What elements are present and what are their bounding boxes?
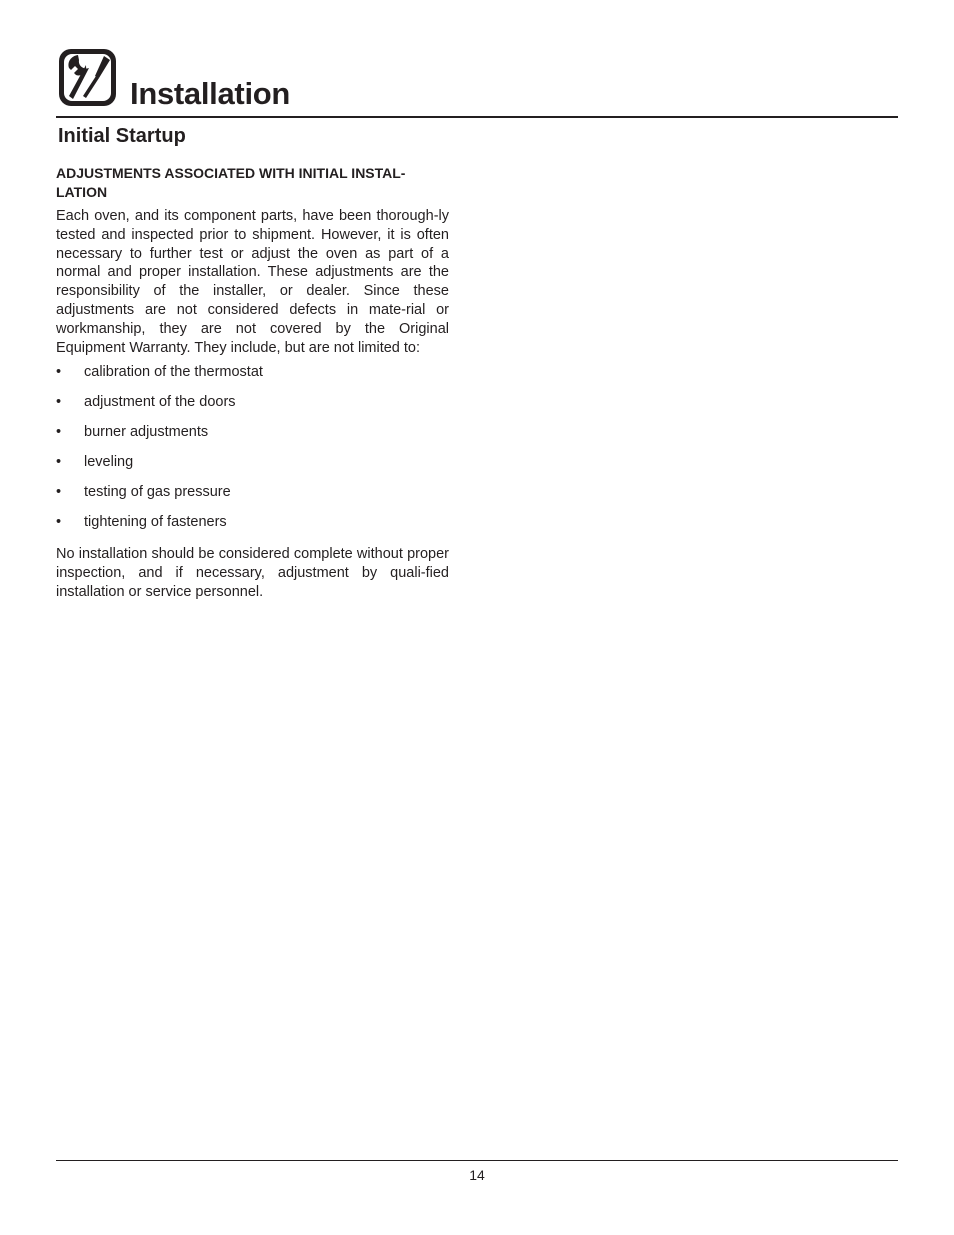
subheading: ADJUSTMENTS ASSOCIATED WITH INITIAL INSTAL- LATION	[56, 165, 406, 200]
footer-rule	[56, 1160, 898, 1161]
list-item: • testing of gas pressure	[56, 484, 231, 501]
content-column	[56, 164, 449, 602]
intro-paragraph: Each oven, and its component parts, have been thorough-ly tested and inspected prior to shipment. However, it is often necessary to further test or adjust the oven as part of a normal and proper installation. These adjustments are the responsibility of the installer, or dealer. Since these adjustments are not considered defects in mate-rial or workmanship, they are not covered by the Original Equipment Warranty. They include, but are not limited to:	[56, 208, 449, 356]
section-title: Initial Startup	[58, 125, 186, 147]
bullet: •	[56, 454, 62, 471]
list-item: • leveling	[56, 454, 134, 471]
bullet: •	[56, 364, 62, 381]
chapter-title: Installation	[130, 76, 291, 111]
bullet: •	[56, 424, 62, 441]
list-item: • tightening of fasteners	[56, 514, 227, 531]
list-item: • adjustment of the doors	[56, 394, 236, 411]
tools-icon	[56, 46, 119, 109]
bullet: •	[56, 514, 62, 531]
list-item: • burner adjustments	[56, 424, 209, 441]
adjustment-list	[56, 363, 449, 543]
header-rule	[56, 116, 898, 118]
bullet: •	[56, 394, 62, 411]
list-item: • calibration of the thermostat	[56, 364, 263, 381]
page-number: 14	[469, 1167, 485, 1183]
closing-paragraph: No installation should be considered complete without proper inspection, and if necessary, adjustment by quali-fied installation or service personnel.	[56, 546, 449, 600]
bullet: •	[56, 484, 62, 501]
